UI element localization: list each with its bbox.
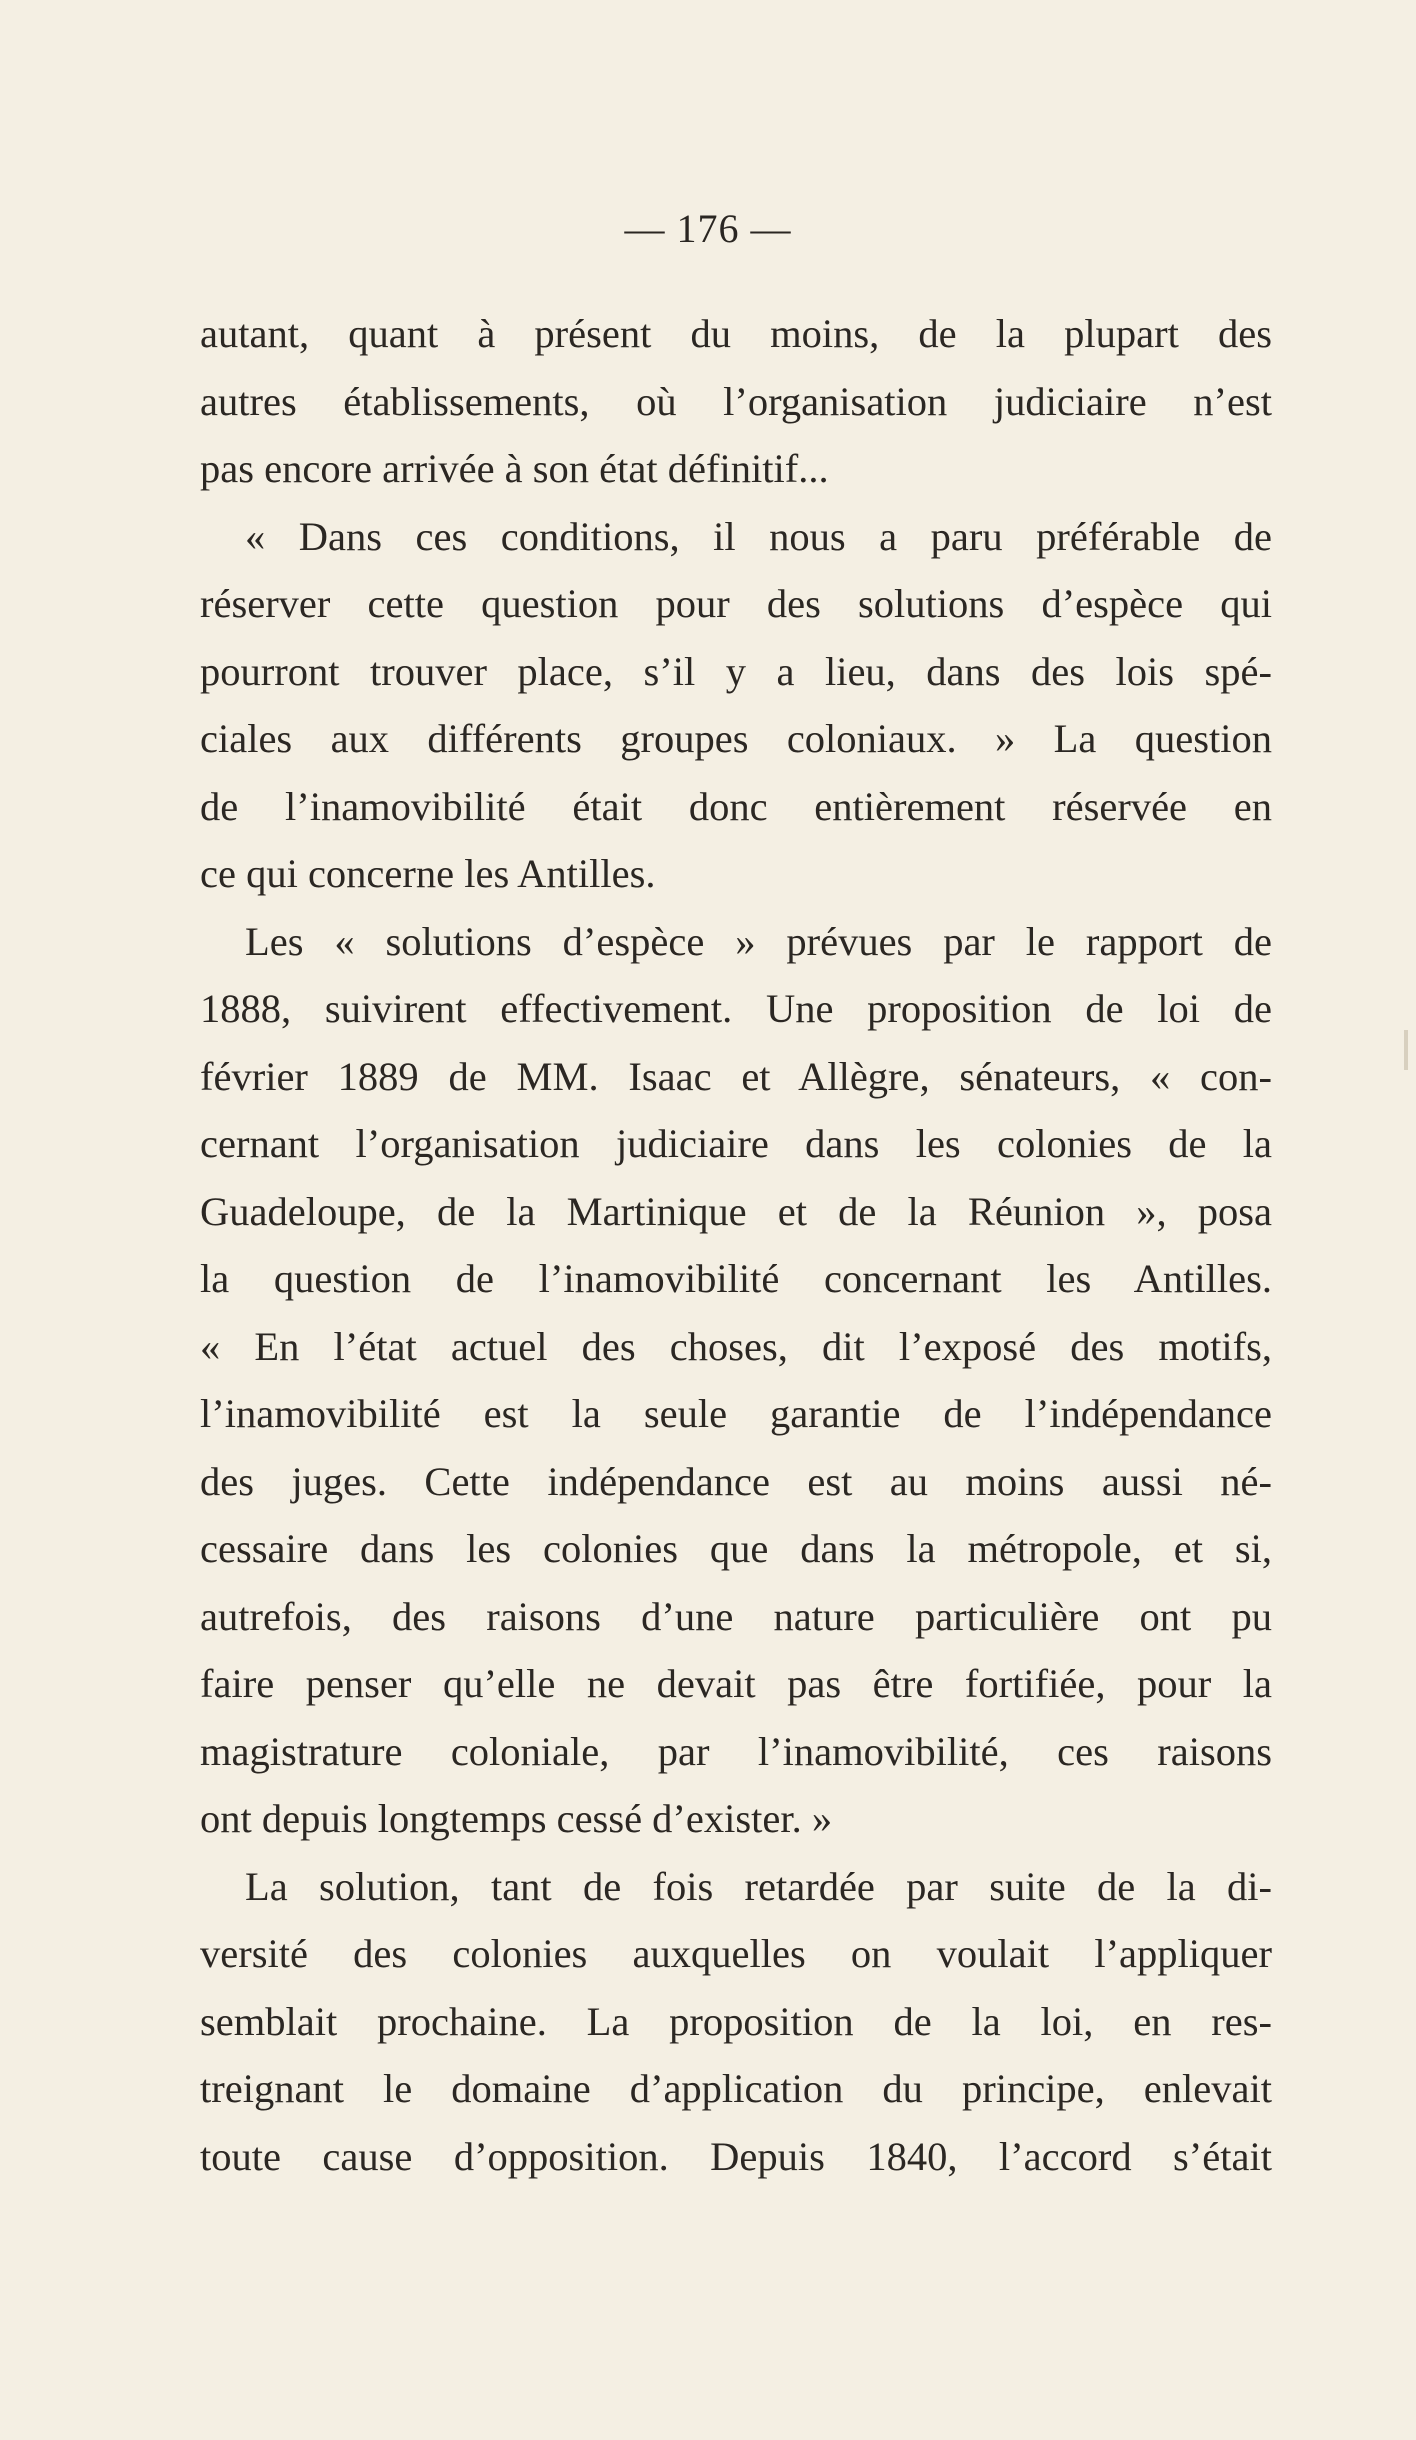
- text-line: pourront trouver place, s’il y a lieu, dans des lois spé-: [200, 648, 1272, 694]
- text-line: faire penser qu’elle ne devait pas être fortifiée, pour la: [200, 1661, 1272, 1706]
- body-text: [200, 300, 1272, 2190]
- text-line: la question de l’inamovibilité concernant les Antilles.: [200, 1256, 1272, 1301]
- text-line: pas encore arrivée à son état définitif...: [200, 446, 829, 491]
- text-line: « En l’état actuel des choses, dit l’exposé des motifs,: [200, 1323, 1272, 1369]
- text-line: semblait prochaine. La proposition de la loi, en res-: [200, 1998, 1272, 2044]
- text-line: Guadeloupe, de la Martinique et de la Réunion », posa: [200, 1188, 1272, 1234]
- text-line: Les « solutions d’espèce » prévues par le rapport de: [245, 918, 1272, 964]
- text-line: toute cause d’opposition. Depuis 1840, l’accord s’était: [200, 2133, 1272, 2179]
- text-line: l’inamovibilité est la seule garantie de l’indépendance: [200, 1391, 1272, 1436]
- text-line: magistrature coloniale, par l’inamovibilité, ces raisons: [200, 1728, 1272, 1774]
- text-line: de l’inamovibilité était donc entièrement réservée en: [200, 783, 1272, 829]
- text-line: treignant le domaine d’application du principe, enlevait: [200, 2066, 1272, 2111]
- text-line: ont depuis longtemps cessé d’exister. »: [200, 1796, 833, 1841]
- text-line: 1888, suivirent effectivement. Une proposition de loi de: [200, 986, 1272, 1031]
- text-line: La solution, tant de fois retardée par suite de la di-: [245, 1863, 1272, 1909]
- text-line: ciales aux différents groupes coloniaux. » La question: [200, 716, 1272, 761]
- text-line: réserver cette question pour des solutions d’espèce qui: [200, 581, 1272, 626]
- text-line: autant, quant à présent du moins, de la plupart des: [200, 311, 1272, 356]
- text-line: février 1889 de MM. Isaac et Allègre, sénateurs, « con-: [200, 1053, 1272, 1099]
- text-line: « Dans ces conditions, il nous a paru préférable de: [245, 513, 1272, 559]
- text-line: des juges. Cette indépendance est au moins aussi né-: [200, 1458, 1272, 1504]
- text-line: cernant l’organisation judiciaire dans les colonies de la: [200, 1121, 1272, 1166]
- text-line: autres établissements, où l’organisation judiciaire n’est: [200, 378, 1272, 424]
- text-line: cessaire dans les colonies que dans la métropole, et si,: [200, 1526, 1272, 1571]
- text-line: ce qui concerne les Antilles.: [200, 851, 656, 896]
- page-number: — 176 —: [624, 206, 792, 251]
- text-line: versité des colonies auxquelles on voulait l’appliquer: [200, 1931, 1272, 1976]
- text-line: autrefois, des raisons d’une nature particulière ont pu: [200, 1593, 1272, 1639]
- edge-mark: [1404, 1030, 1408, 1070]
